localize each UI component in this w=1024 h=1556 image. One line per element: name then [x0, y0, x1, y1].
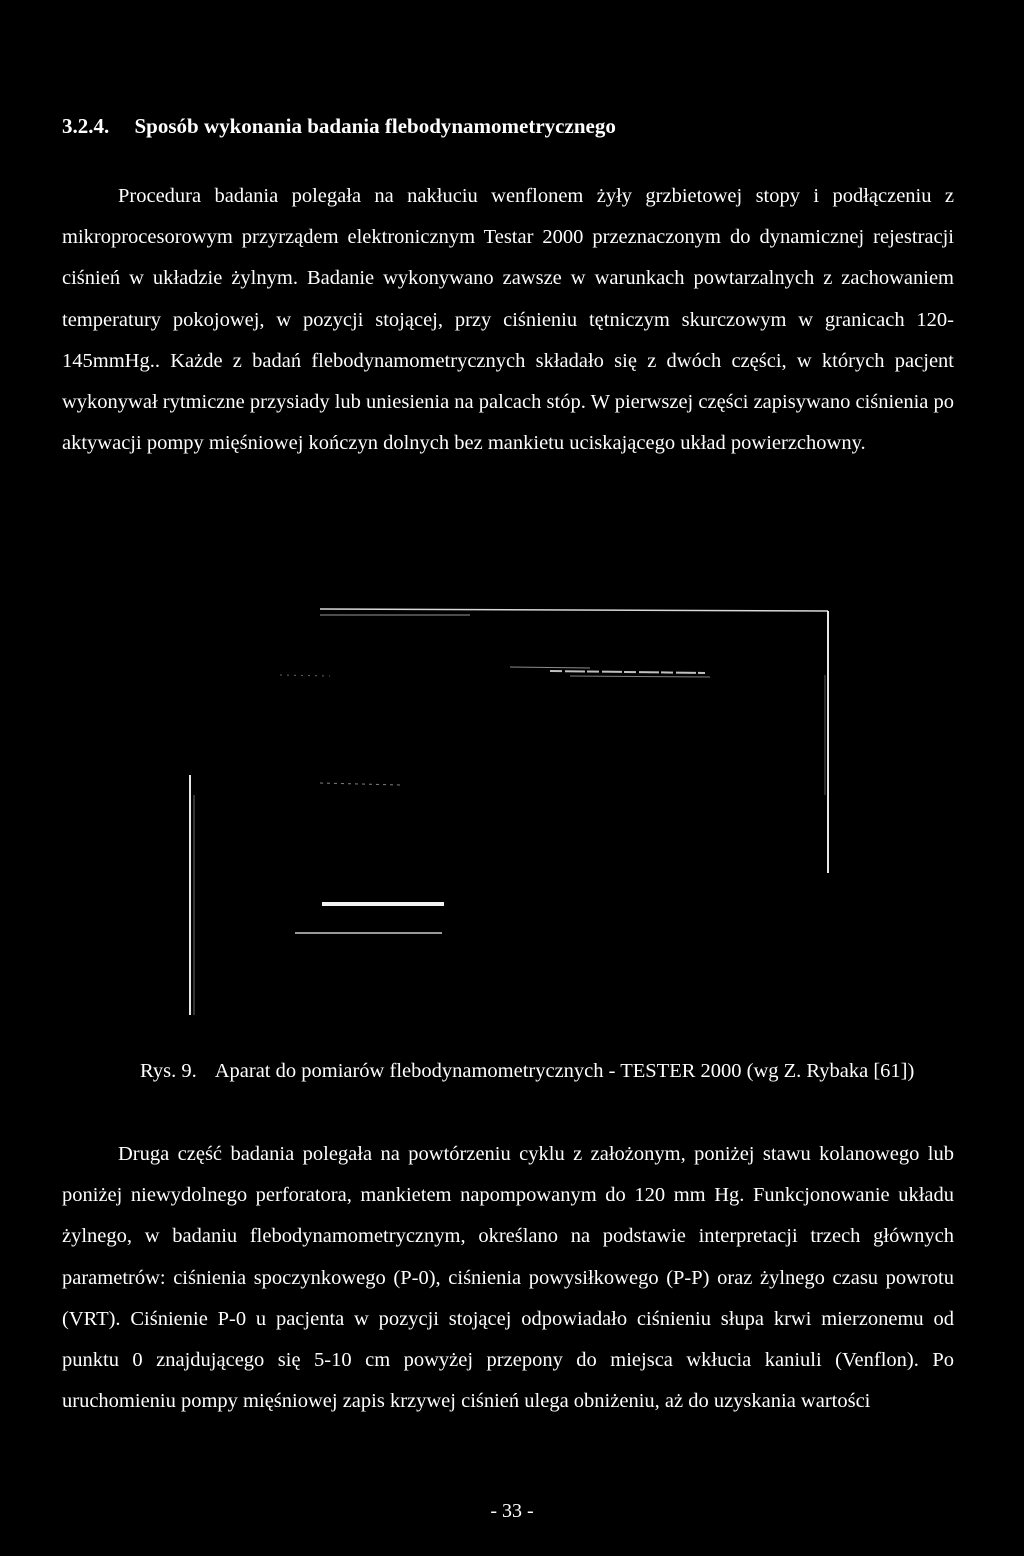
figure-caption-text: Aparat do pomiarów flebodynamometrycznych - TESTER 2000 (wg Z. Rybaka [61]) [214, 1060, 915, 1082]
page-number: - 33 - [490, 1500, 534, 1522]
section-number: 3.2.4. [62, 114, 110, 138]
figure-device-photo [170, 595, 850, 1025]
paragraph-procedure: Procedura badania polegała na nakłuciu wenflonem żyły grzbietowej stopy i podłączeniu z mikroprocesorowym przyrządem elektronicznym Testar 2000 przeznaczonym do dynamicznej rejestracji ciśnień w układzie żylnym. Badanie wykonywano zawsze w warunkach powtarzalnych z zachowaniem temperatury pokojowej, w pozycji stojącej, przy ciśnieniu tętniczym skurczowym w granicach 120-145mmHg.. Każde z badań flebodynamometrycznych składało się z dwóch części, w których pacjent wykonywał rytmiczne przysiady lub uniesienia na palcach stóp. W pierwszej części zapisywano ciśnienia po aktywacji pompy mięśniowej kończyn dolnych bez mankietu uciskającego układ powierzchowny. [62, 185, 954, 455]
section-heading [62, 114, 616, 139]
device-image [170, 595, 850, 1025]
section-title: Sposób wykonania badania flebodynamometrycznego [134, 114, 616, 138]
figure-caption [140, 1060, 914, 1083]
paragraph-second-part: Druga część badania polegała na powtórzeniu cyklu z założonym, poniżej stawu kolanowego lub poniżej niewydolnego perforatora, mankietem napompowanym do 120 mm Hg. Funkcjonowanie układu żylnego, w badaniu flebodynamometrycznym, określano na podstawie interpretacji trzech głównych parametrów: ciśnienia spoczynkowego (P-0), ciśnienia powysiłkowego (P-P) oraz żylnego czasu powrotu (VRT). Ciśnienie P-0 u pacjenta w pozycji stojącej odpowiadało ciśnieniu słupa krwi mierzonemu od punktu 0 znajdującego się 5-10 cm powyżej przepony do miejsca wkłucia kaniuli (Venflon). Po uruchomieniu pompy mięśniowej zapis krzywej ciśnień ulega obniżeniu, aż do uzyskania wartości [62, 1143, 954, 1413]
figure-label: Rys. 9. [140, 1060, 197, 1082]
